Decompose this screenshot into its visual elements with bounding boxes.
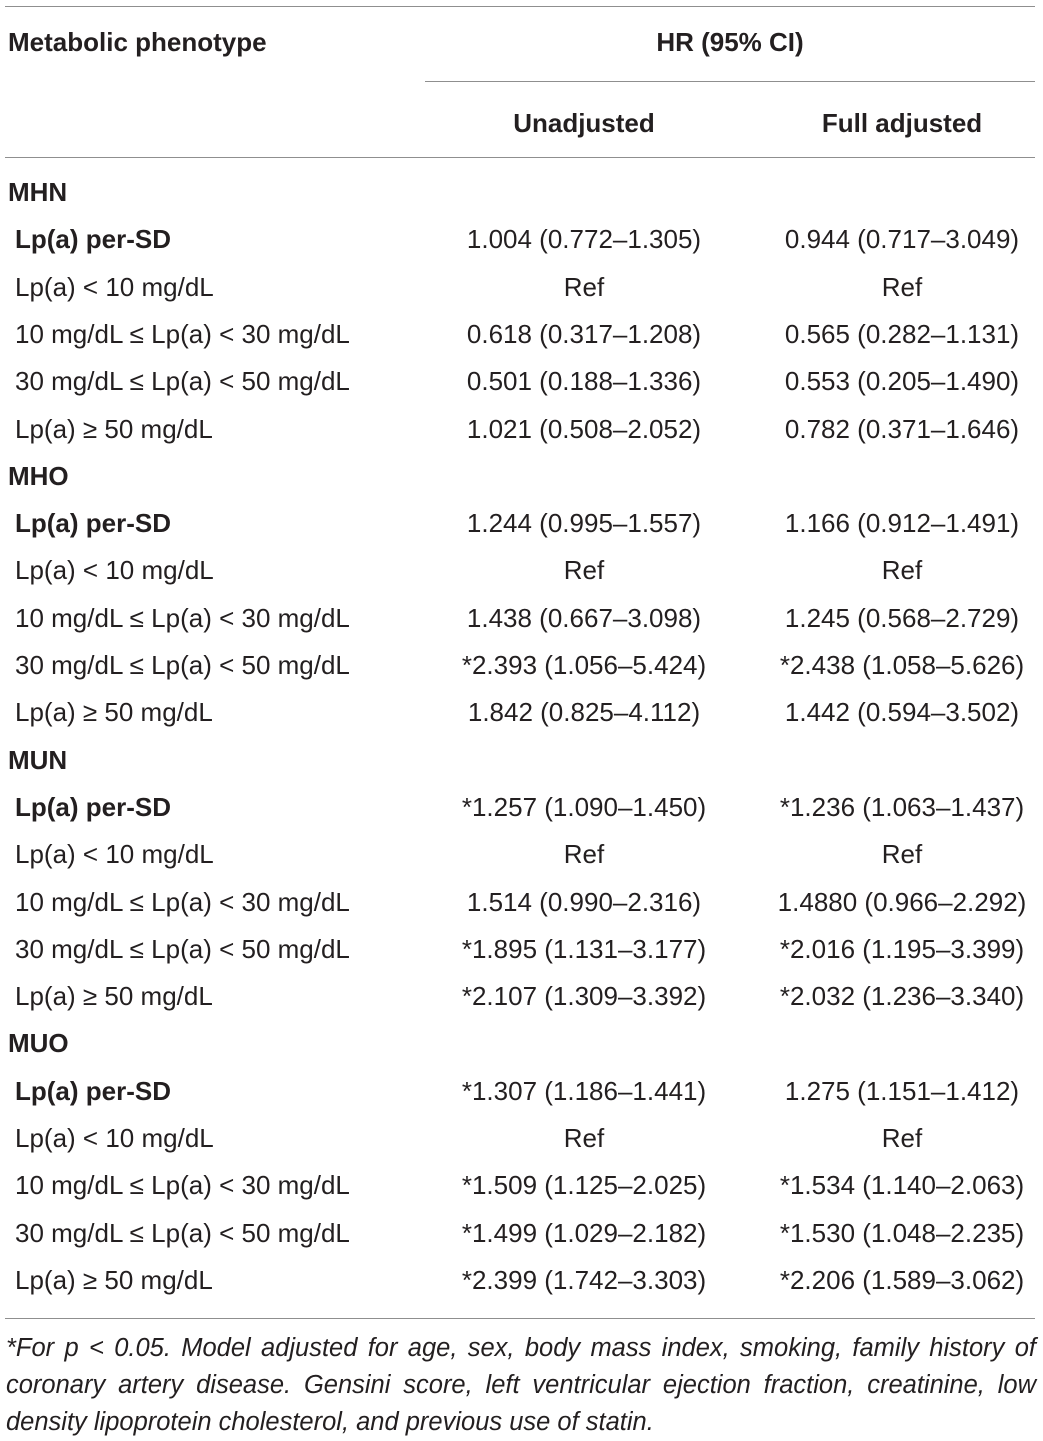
unadjusted-value: *1.499 (1.029–2.182) bbox=[461, 1217, 707, 1248]
row-label: Lp(a) per-SD bbox=[15, 508, 171, 539]
adjusted-value: Ref bbox=[881, 839, 923, 870]
unadjusted-value: *1.257 (1.090–1.450) bbox=[461, 791, 707, 822]
unadjusted-value: Ref bbox=[563, 839, 605, 870]
header-unadjusted: Unadjusted bbox=[513, 108, 655, 138]
row-label: Lp(a) per-SD bbox=[15, 224, 171, 255]
unadjusted-value: *2.393 (1.056–5.424) bbox=[461, 650, 707, 680]
adjusted-value: 1.245 (0.568–2.729) bbox=[784, 602, 1020, 633]
table-footnote: *For p < 0.05. Model adjusted for age, sex, body mass index, smoking, family history of coronary artery disease. Gensini score, left ventricular ejection fraction, creatinine, low density lipoprotein cholesterol, and previous use of statin. bbox=[6, 1334, 1036, 1436]
table-bottom-rule bbox=[5, 1318, 1035, 1319]
adjusted-value: 0.565 (0.282–1.131) bbox=[784, 318, 1020, 349]
unadjusted-value: Ref bbox=[563, 555, 605, 586]
row-label: 30 mg/dL ≤ Lp(a) < 50 mg/dL bbox=[15, 1217, 350, 1248]
unadjusted-value: *1.307 (1.186–1.441) bbox=[461, 1075, 707, 1106]
adjusted-value: 1.275 (1.151–1.412) bbox=[784, 1075, 1020, 1106]
row-label: Lp(a) per-SD bbox=[15, 791, 171, 822]
group-label: MHO bbox=[8, 460, 69, 491]
row-label: 10 mg/dL ≤ Lp(a) < 30 mg/dL bbox=[15, 886, 350, 917]
row-label: 10 mg/dL ≤ Lp(a) < 30 mg/dL bbox=[15, 602, 350, 633]
header-hr-ci: HR (95% CI) bbox=[656, 27, 804, 57]
row-label: Lp(a) per-SD bbox=[15, 1075, 171, 1106]
adjusted-value: 1.442 (0.594–3.502) bbox=[784, 697, 1020, 728]
row-label: Lp(a) ≥ 50 mg/dL bbox=[15, 1264, 213, 1295]
row-label: 30 mg/dL ≤ Lp(a) < 50 mg/dL bbox=[15, 933, 350, 964]
row-label: 30 mg/dL ≤ Lp(a) < 50 mg/dL bbox=[15, 650, 350, 680]
row-label: Lp(a) < 10 mg/dL bbox=[15, 1123, 214, 1153]
row-label: Lp(a) < 10 mg/dL bbox=[15, 271, 214, 302]
adjusted-value: 0.553 (0.205–1.490) bbox=[784, 366, 1020, 397]
unadjusted-value: 1.438 (0.667–3.098) bbox=[466, 602, 702, 633]
unadjusted-value: 1.244 (0.995–1.557) bbox=[466, 508, 702, 539]
row-label: 10 mg/dL ≤ Lp(a) < 30 mg/dL bbox=[15, 1170, 350, 1201]
adjusted-value: 0.782 (0.371–1.646) bbox=[784, 413, 1020, 444]
unadjusted-value: *2.107 (1.309–3.392) bbox=[461, 981, 707, 1012]
unadjusted-value: 0.501 (0.188–1.336) bbox=[466, 366, 702, 397]
adjusted-value: *2.206 (1.589–3.062) bbox=[779, 1264, 1025, 1295]
adjusted-value: 1.166 (0.912–1.491) bbox=[784, 508, 1020, 539]
group-label: MUN bbox=[8, 744, 68, 775]
header-bottom-rule bbox=[5, 157, 1035, 158]
row-label: Lp(a) ≥ 50 mg/dL bbox=[15, 981, 213, 1012]
adjusted-value: Ref bbox=[881, 555, 923, 586]
header-full-adjusted: Full adjusted bbox=[821, 108, 983, 138]
row-label: Lp(a) < 10 mg/dL bbox=[15, 839, 214, 870]
row-label: Lp(a) < 10 mg/dL bbox=[15, 555, 214, 586]
unadjusted-value: *1.895 (1.131–3.177) bbox=[461, 933, 707, 964]
unadjusted-value: *1.509 (1.125–2.025) bbox=[461, 1170, 707, 1201]
unadjusted-value: 1.842 (0.825–4.112) bbox=[467, 697, 701, 728]
unadjusted-value: 1.514 (0.990–2.316) bbox=[466, 886, 702, 917]
adjusted-value: *2.438 (1.058–5.626) bbox=[779, 650, 1025, 680]
header-metabolic-phenotype: Metabolic phenotype bbox=[8, 27, 267, 57]
unadjusted-value: *2.399 (1.742–3.303) bbox=[461, 1264, 707, 1295]
row-label: Lp(a) ≥ 50 mg/dL bbox=[15, 697, 213, 728]
row-label: 10 mg/dL ≤ Lp(a) < 30 mg/dL bbox=[15, 318, 350, 349]
adjusted-value: Ref bbox=[881, 271, 923, 302]
unadjusted-value: Ref bbox=[563, 1123, 605, 1153]
unadjusted-value: 1.004 (0.772–1.305) bbox=[466, 224, 702, 255]
group-label: MHN bbox=[8, 177, 68, 207]
unadjusted-value: Ref bbox=[563, 271, 605, 302]
row-label: Lp(a) ≥ 50 mg/dL bbox=[15, 413, 213, 444]
unadjusted-value: 0.618 (0.317–1.208) bbox=[466, 318, 702, 349]
adjusted-value: *2.016 (1.195–3.399) bbox=[779, 933, 1025, 964]
adjusted-value: 1.4880 (0.966–2.292) bbox=[777, 886, 1027, 917]
adjusted-value: *1.534 (1.140–2.063) bbox=[779, 1170, 1025, 1201]
adjusted-value: Ref bbox=[881, 1123, 923, 1153]
table-top-rule bbox=[5, 6, 1035, 7]
header-group-rule bbox=[425, 81, 1035, 82]
adjusted-value: *2.032 (1.236–3.340) bbox=[779, 981, 1025, 1012]
adjusted-value: *1.530 (1.048–2.235) bbox=[779, 1217, 1025, 1248]
adjusted-value: *1.236 (1.063–1.437) bbox=[779, 791, 1025, 822]
unadjusted-value: 1.021 (0.508–2.052) bbox=[466, 413, 702, 444]
adjusted-value: 0.944 (0.717–3.049) bbox=[784, 224, 1020, 255]
group-label: MUO bbox=[8, 1028, 69, 1059]
row-label: 30 mg/dL ≤ Lp(a) < 50 mg/dL bbox=[15, 366, 350, 397]
